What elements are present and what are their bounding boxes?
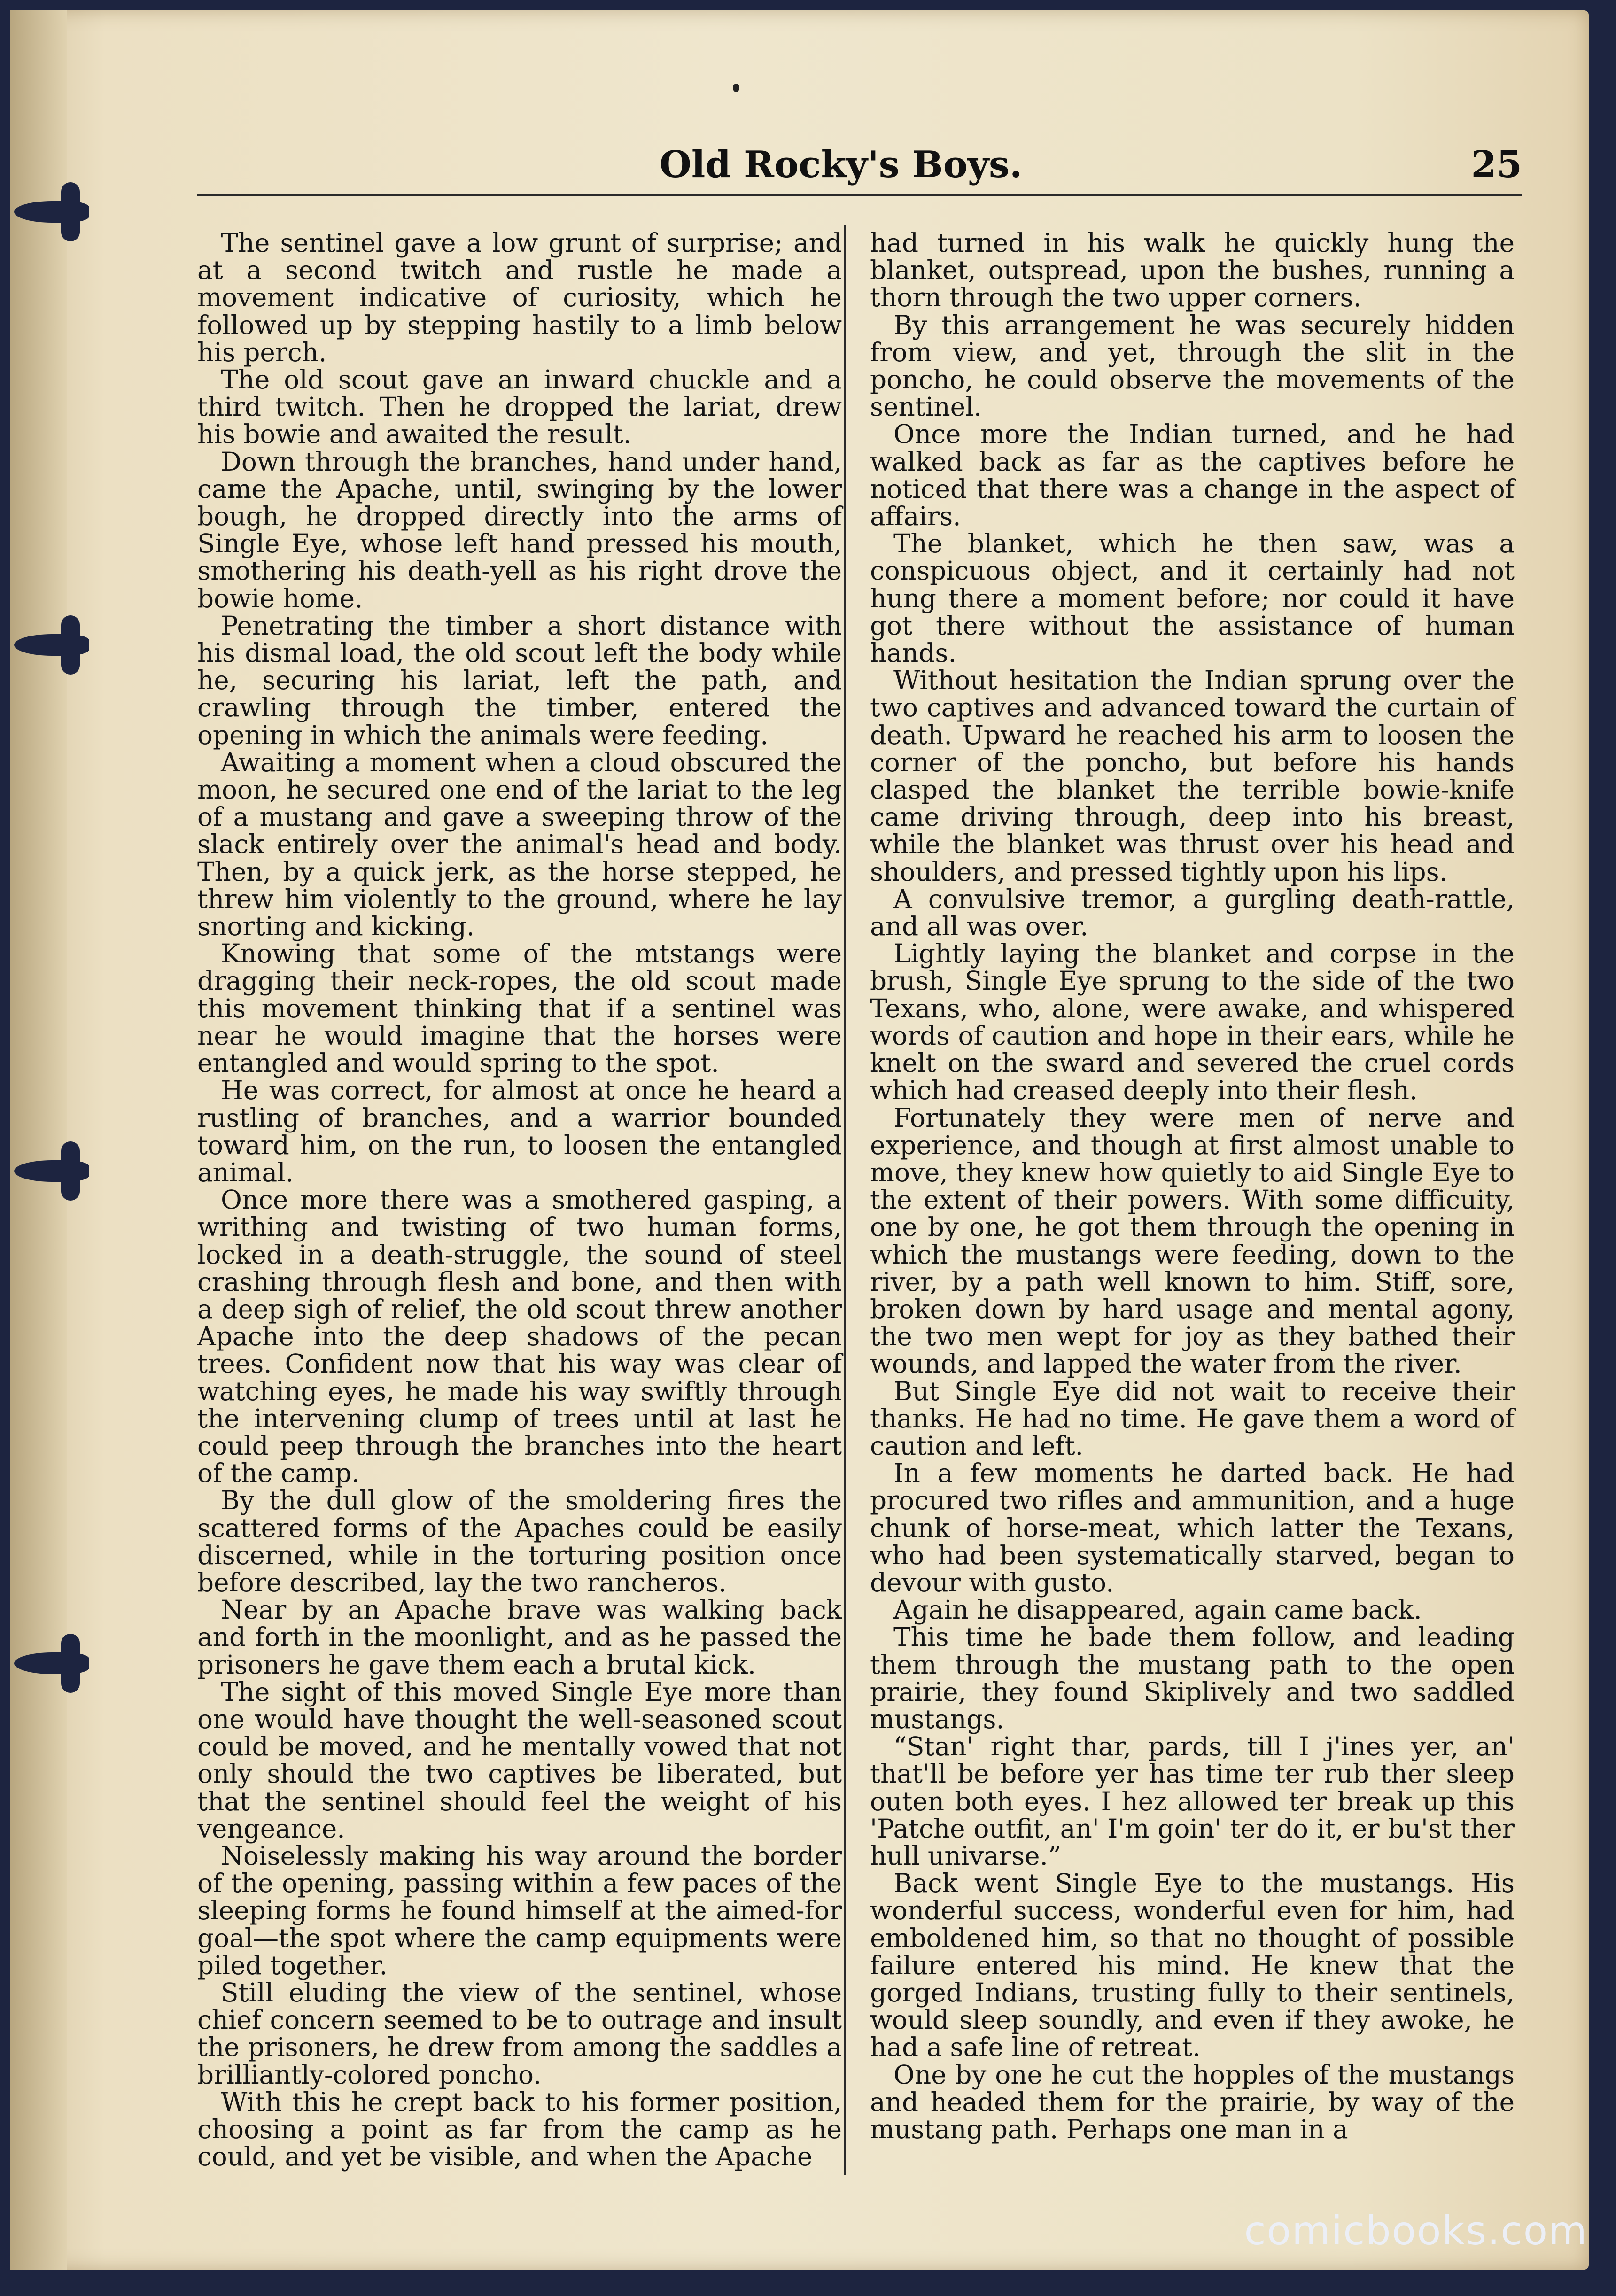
paragraph: In a few moments he darted back. He had procured two rifles and ammunition, and a huge chunk of horse-meat, which latter the Texans, who had been systematically starved, began to devour with gusto. (870, 1458, 1515, 1598)
binding-stitch (14, 1160, 89, 1182)
paragraph: With this he crept back to his former position, choosing a point as far from the camp as he could, and yet be visible, and when the Apache (197, 2087, 842, 2172)
binding-gutter (10, 10, 67, 2270)
header-rule (197, 194, 1522, 196)
paragraph: Once more the Indian turned, and he had walked back as far as the captives before he noticed that there was a change in the aspect of affairs. (870, 419, 1515, 532)
paragraph: One by one he cut the hopples of the mustangs and headed them for the prairie, by way of the mustang path. Perhaps one man in a (870, 2059, 1515, 2145)
left-column (197, 229, 842, 2170)
paragraph: Without hesitation the Indian sprung over the two captives and advanced toward the curtain of death. Upward he reached his arm to loosen the corner of the poncho, but before his hands clasped the blanket the terrible bowie-knife came driving through, deep into his breast, while the blanket was thrust over his head and shoulders, and pressed tightly upon his lips. (870, 665, 1515, 887)
paragraph: He was correct, for almost at once he heard a rustling of branches, and a warrior bounded toward him, on the run, to loosen the entangled animal. (197, 1075, 842, 1187)
watermark: comicbooks.com (1244, 2208, 1588, 2254)
paragraph: Fortunately they were men of nerve and experience, and though at first almost unable to move, they knew how quietly to aid Single Eye to the extent of their powers. With some difficuity, one by one, he got them through the opening in which the mustangs were feeding, down to the river, by a path well known to him. Stiff, sore, broken down by hard usage and mental agony, the two men wept for joy as they bathed their wounds, and lapped the water from the river. (870, 1102, 1515, 1379)
paragraph: “Stan' right thar, pards, till I j'ines yer, an' that'll be before yer has time ter rub ther sleep outen both eyes. I hez allowed ter break up this 'Patche outfit, an' I'm goin' ter do it, er bu'st ther hull univarse.” (870, 1731, 1515, 1871)
paragraph: Lightly laying the blanket and corpse in the brush, Single Eye sprung to the side of the two Texans, who, alone, were awake, and whispered words of caution and hope in their ears, while he knelt on the sward and severed the cruel cords which had creased deeply into their flesh. (870, 939, 1515, 1106)
paragraph: Again he disappeared, again came back. (893, 1595, 1422, 1625)
page-number: 25 (1471, 143, 1522, 186)
paragraph: Penetrating the timber a short distance with his dismal load, the old scout left the body while he, securing his lariat, left the path, and crawling through the timber, entered the opening in which the animals were feeding. (197, 610, 842, 750)
binding-stitch (14, 201, 89, 223)
column-divider (844, 225, 846, 2175)
paragraph: Back went Single Eye to the mustangs. His wonderful success, wonderful even for him, had emboldened him, so that no thought of possible failure entered his mind. He knew that the gorged Indians, trusting fully to their sentinels, would sleep soundly, and even if they awoke, he had a safe line of retreat. (870, 1868, 1515, 2063)
paragraph: Noiselessly making his way around the border of the opening, passing within a few paces of the sleeping forms he found himself at the aimed-for goal—the spot where the camp equipments were piled together. (197, 1840, 842, 1980)
ink-dot (733, 84, 739, 92)
paragraph: The sentinel gave a low grunt of surprise; and at a second twitch and rustle he made a movement indicative of curiosity, which he followed up by stepping hastily to a limb below his perch. (197, 228, 842, 367)
paragraph: By the dull glow of the smoldering fires the scattered forms of the Apaches could be easily discerned, while in the torturing position once before described, lay the two rancheros. (197, 1485, 842, 1598)
paragraph: But Single Eye did not wait to receive their thanks. He had no time. He gave them a word of caution and left. (870, 1376, 1515, 1461)
paragraph: The sight of this moved Single Eye more than one would have thought the well-seasoned scout could be moved, and he mentally vowed that not only should the two captives be liberated, but that the sentinel should feel the weight of his vengeance. (197, 1676, 842, 1844)
paragraph: Knowing that some of the mtstangs were dragging their neck-ropes, the old scout made this movement thinking that if a sentinel was near he would imagine that the horses were entangled and would spring to the spot. (197, 939, 842, 1078)
running-title: Old Rocky's Boys. (659, 143, 1023, 186)
paragraph: Once more there was a smothered gasping, a writhing and twisting of two human forms, locked in a death-struggle, the sound of steel crashing through flesh and bone, and then with a deep sigh of relief, the old scout threw another Apache into the deep shadows of the pecan trees. Confident now that his way was clear of watching eyes, he made his way swiftly through the intervening clump of trees until at last he could peep through the branches into the heart of the camp. (197, 1185, 842, 1489)
paragraph: The blanket, which he then saw, was a conspicuous object, and it certainly had not hung there a moment before; nor could it have got there without the assistance of human hands. (870, 528, 1515, 668)
paragraph: Still eluding the view of the sentinel, whose chief concern seemed to be to outrage and insult the prisoners, he drew from among the saddles a brilliantly-colored poncho. (197, 1978, 842, 2090)
paragraph: A convulsive tremor, a gurgling death-rattle, and all was over. (870, 884, 1515, 942)
binding-stitch (14, 634, 89, 656)
paragraph: By this arrangement he was securely hidden from view, and yet, through the slit in the poncho, he could observe the movements of the sentinel. (870, 310, 1515, 422)
binding-stitch (14, 1652, 89, 1674)
right-column (870, 229, 1515, 2143)
paragraph: Down through the branches, hand under hand, came the Apache, until, swinging by the lower bough, he dropped directly into the arms of Single Eye, whose left hand pressed his mouth, smothering his death-yell as his right drove the bowie home. (197, 446, 842, 613)
paragraph: had turned in his walk he quickly hung the blanket, outspread, upon the bushes, running a thorn through the two upper corners. (870, 228, 1515, 313)
paragraph: This time he bade them follow, and leading them through the mustang path to the open prairie, they found Skiplively and two saddled mustangs. (870, 1622, 1515, 1734)
paragraph: Near by an Apache brave was walking back and forth in the moonlight, and as he passed the prisoners he gave them each a brutal kick. (197, 1595, 842, 1680)
paragraph: Awaiting a moment when a cloud obscured the moon, he secured one end of the lariat to the leg of a mustang and gave a sweeping throw of the slack entirely over the animal's head and body. Then, by a quick jerk, as the horse stepped, he threw him violently to the ground, where he lay snorting and kicking. (197, 747, 842, 942)
paragraph: The old scout gave an inward chuckle and a third twitch. Then he dropped the lariat, drew his bowie and awaited the result. (197, 365, 842, 450)
